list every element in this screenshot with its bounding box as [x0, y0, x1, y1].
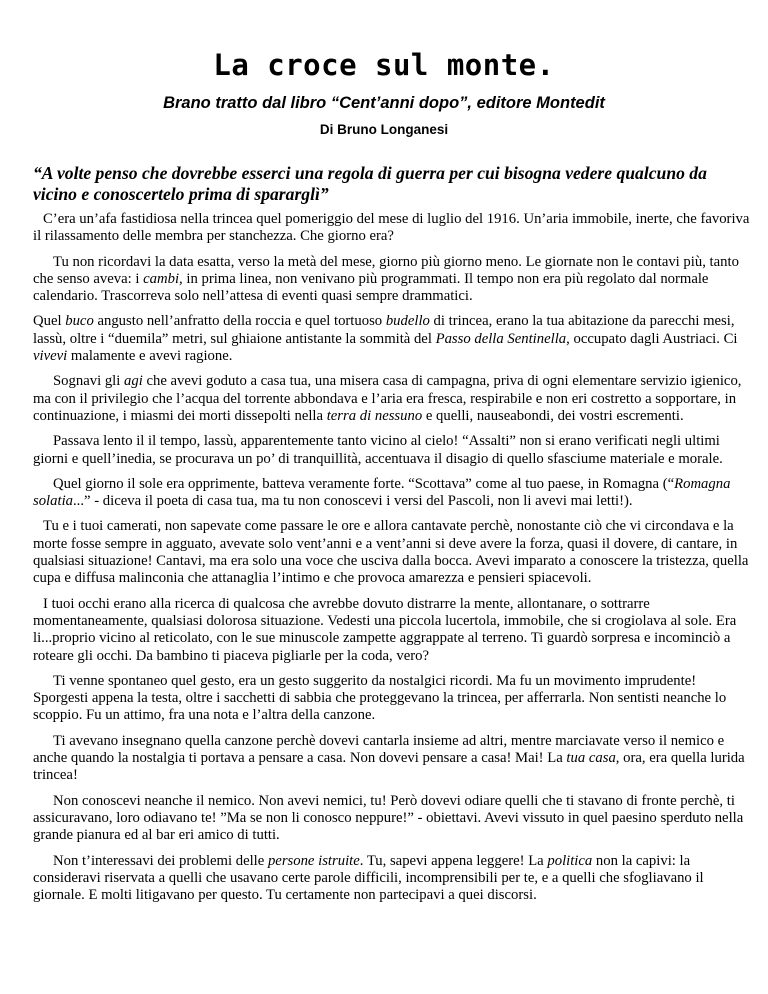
paragraph-6: Quel giorno il sole era opprimente, batteva veramente forte. “Scottava” come al tuo paese, in Romagna (“Romagna solatia...” - diceva il poeta di casa tua, ma tu non conoscevi i versi del Pascoli, non li avevi mai letti!).: [33, 475, 731, 510]
article-body: [33, 211, 753, 912]
paragraph-12: Non t’interessavi dei problemi delle persone istruite. Tu, sapevi appena leggere! La politica non la capivi: la consideravi riservata a quelli che usavano certe parole difficili, incomprensibili per te, e a quelli che sfogliavano il giornale. E molti litigavano per questo. Tu certamente non partecipavi a quei discorsi.: [33, 852, 704, 904]
paragraph-10: Ti avevano insegnano quella canzone perchè dovevi cantarla insieme ad altri, mentre marciavate verso il nemico e anche quando la nostalgia ti portava a pensare a casa. Non dovevi pensare a casa! Mai! La tua casa, ora, era quella lurida trincea!: [33, 732, 745, 784]
paragraph-3: Quel buco angusto nell’anfratto della roccia e quel tortuoso budello di trincea, erano la tua abitazione da parecchi mesi, lassù, oltre i “duemila” metri, sul ghiaione antistante la sommità del Passo della Sentinella, occupato dagli Austriaci. Ci vivevi malamente e avevi ragione.: [33, 313, 738, 365]
paragraph-2: Tu non ricordavi la data esatta, verso la metà del mese, giorno più giorno meno. Le giornate non le contavi più, tanto che senso aveva: i cambi, in prima linea, non venivano più programmati. Il tempo non era più regolato dal normale calendario. Trascorreva solo nell’attesa di eventi quasi sempre drammatici.: [33, 253, 739, 305]
epigraph-quote: “A volte penso che dovrebbe esserci una regola di guerra per cui bisogna vedere qualcuno da vicino e conoscertelo prima di spararglì”: [33, 163, 707, 204]
author-line: Di Bruno Longanesi: [319, 122, 449, 137]
document-subtitle: Brano tratto dal libro “Cent’anni dopo”, editore Montedit: [163, 94, 605, 112]
paragraph-7: Tu e i tuoi camerati, non sapevate come passare le ore e allora cantavate perchè, nonostante ciò che vi circondava e la morte fosse sempre in agguato, avevate solo vent’anni e a vent’anni si deve avere la forza, quasi il dovere, di cantare, in qualsiasi situazione! Cantavi, ma era solo una voce che usciva dalla bocca. Avevi imparato a conoscere la tristezza, quella cupa e diffusa malinconia che attanaglia l’intimo e che provoca amarezza e pensieri spiacevoli.: [33, 518, 749, 587]
paragraph-4: Sognavi gli agi che avevi goduto a casa tua, una misera casa di campagna, priva di ogni elementare servizio igienico, ma con il privilegio che l’acqua del torrente abbondava e l’aria era fresca, respirabile e non eri costretto a sopportare, in continuazione, i miasmi dei morti dissepolti nella terra di nessuno e quelli, nauseabondi, dei vostri escrementi.: [33, 373, 742, 424]
paragraph-11: Non conoscevi neanche il nemico. Non avevi nemici, tu! Però dovevi odiare quelli che ti stavano di fronte perchè, ti assicuravano, loro odiavano te! ”Ma se non li conosco neppure!” - obiettavi. Avevi vissuto in quel paesino sperduto nella grande pianura ed al bar eri amico di tutti.: [33, 792, 744, 844]
document-title: La croce sul monte.: [213, 48, 555, 82]
paragraph-1: C’era un’afa fastidiosa nella trincea quel pomeriggio del mese di luglio del 1916. Un’aria immobile, inerte, che favoriva il rilassamento delle membra per stanchezza. Che giorno era?: [33, 211, 750, 245]
paragraph-9: Ti venne spontaneo quel gesto, era un gesto suggerito da nostalgici ricordi. Ma fu un movimento imprudente! Sporgesti appena la testa, oltre i sacchetti di sabbia che proteggevano la trincea, per afferrarla. Non sentisti neanche lo scoppio. Fu un attimo, fra una nota e l’altra della canzone.: [33, 672, 727, 724]
paragraph-8: I tuoi occhi erano alla ricerca di qualcosa che avrebbe dovuto distrarre la mente, allontanare, o sottrarre momentaneamente, qualsiasi dolorosa situazione. Vedesti una piccola lucertola, immobile, che si crogiolava al sole. Era li...proprio vicino al reticolato, con le sue minuscole zampette aggrappate al terreno. Ti guardò sorpresa e incominciò a roteare gli occhi. Da bambino ti piaceva pigliarle per la coda, vero?: [33, 595, 737, 664]
paragraph-5: Passava lento il il tempo, lassù, apparentemente tanto vicino al cielo! “Assalti” non si erano verificati negli ultimi giorni e quell’inedia, se procurava un po’ di tranquillità, accentuava il disagio di quello sfasciume materiale e morale.: [33, 433, 723, 467]
